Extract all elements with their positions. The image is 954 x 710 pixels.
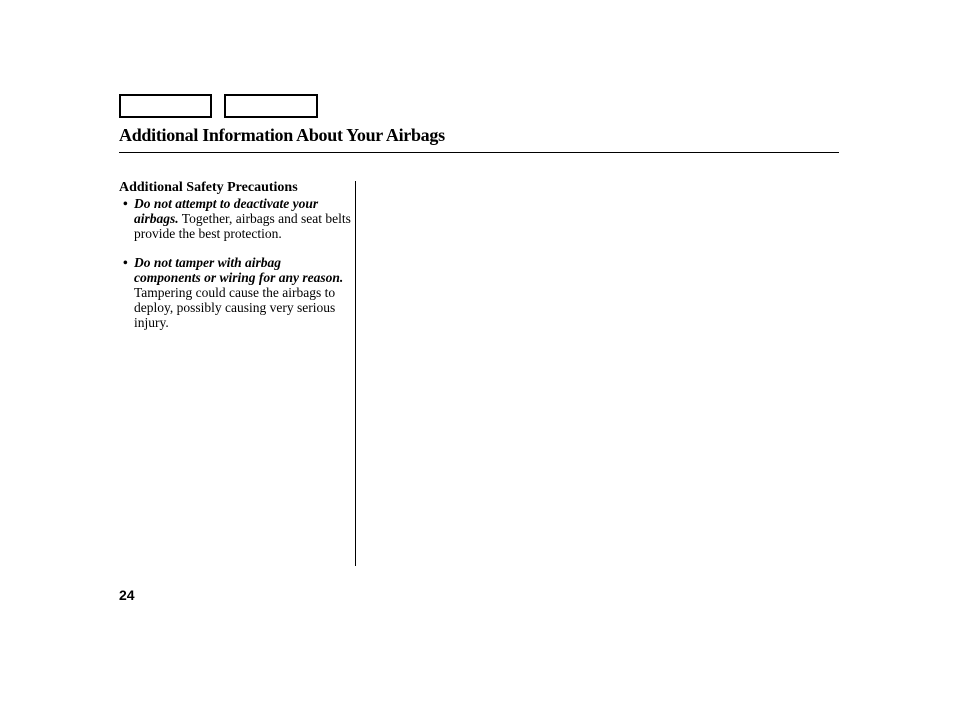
bullet-icon: • [123,255,128,271]
bullet-text: Together, airbags and seat belts provide the best protection. [134,210,351,241]
safety-precautions-section [119,180,351,330]
nav-button-next[interactable] [224,94,318,118]
bullet-emphasis: Do not tamper with airbag components or wiring for any reason. [134,255,344,286]
list-item [119,197,351,241]
column-divider [355,181,356,566]
list-item [119,256,351,330]
title-divider [119,152,839,153]
section-heading: Additional Safety Precautions [119,180,298,195]
page-title: Additional Information About Your Airbags [119,125,445,145]
bullet-text: Tampering could cause the airbags to deploy, possibly causing very serious injury. [134,284,336,330]
bullet-icon: • [123,196,128,211]
bullet-emphasis: Do not attempt to deactivate your airbags. [134,196,319,226]
page-number: 24 [119,587,135,603]
nav-button-previous[interactable] [119,94,212,118]
